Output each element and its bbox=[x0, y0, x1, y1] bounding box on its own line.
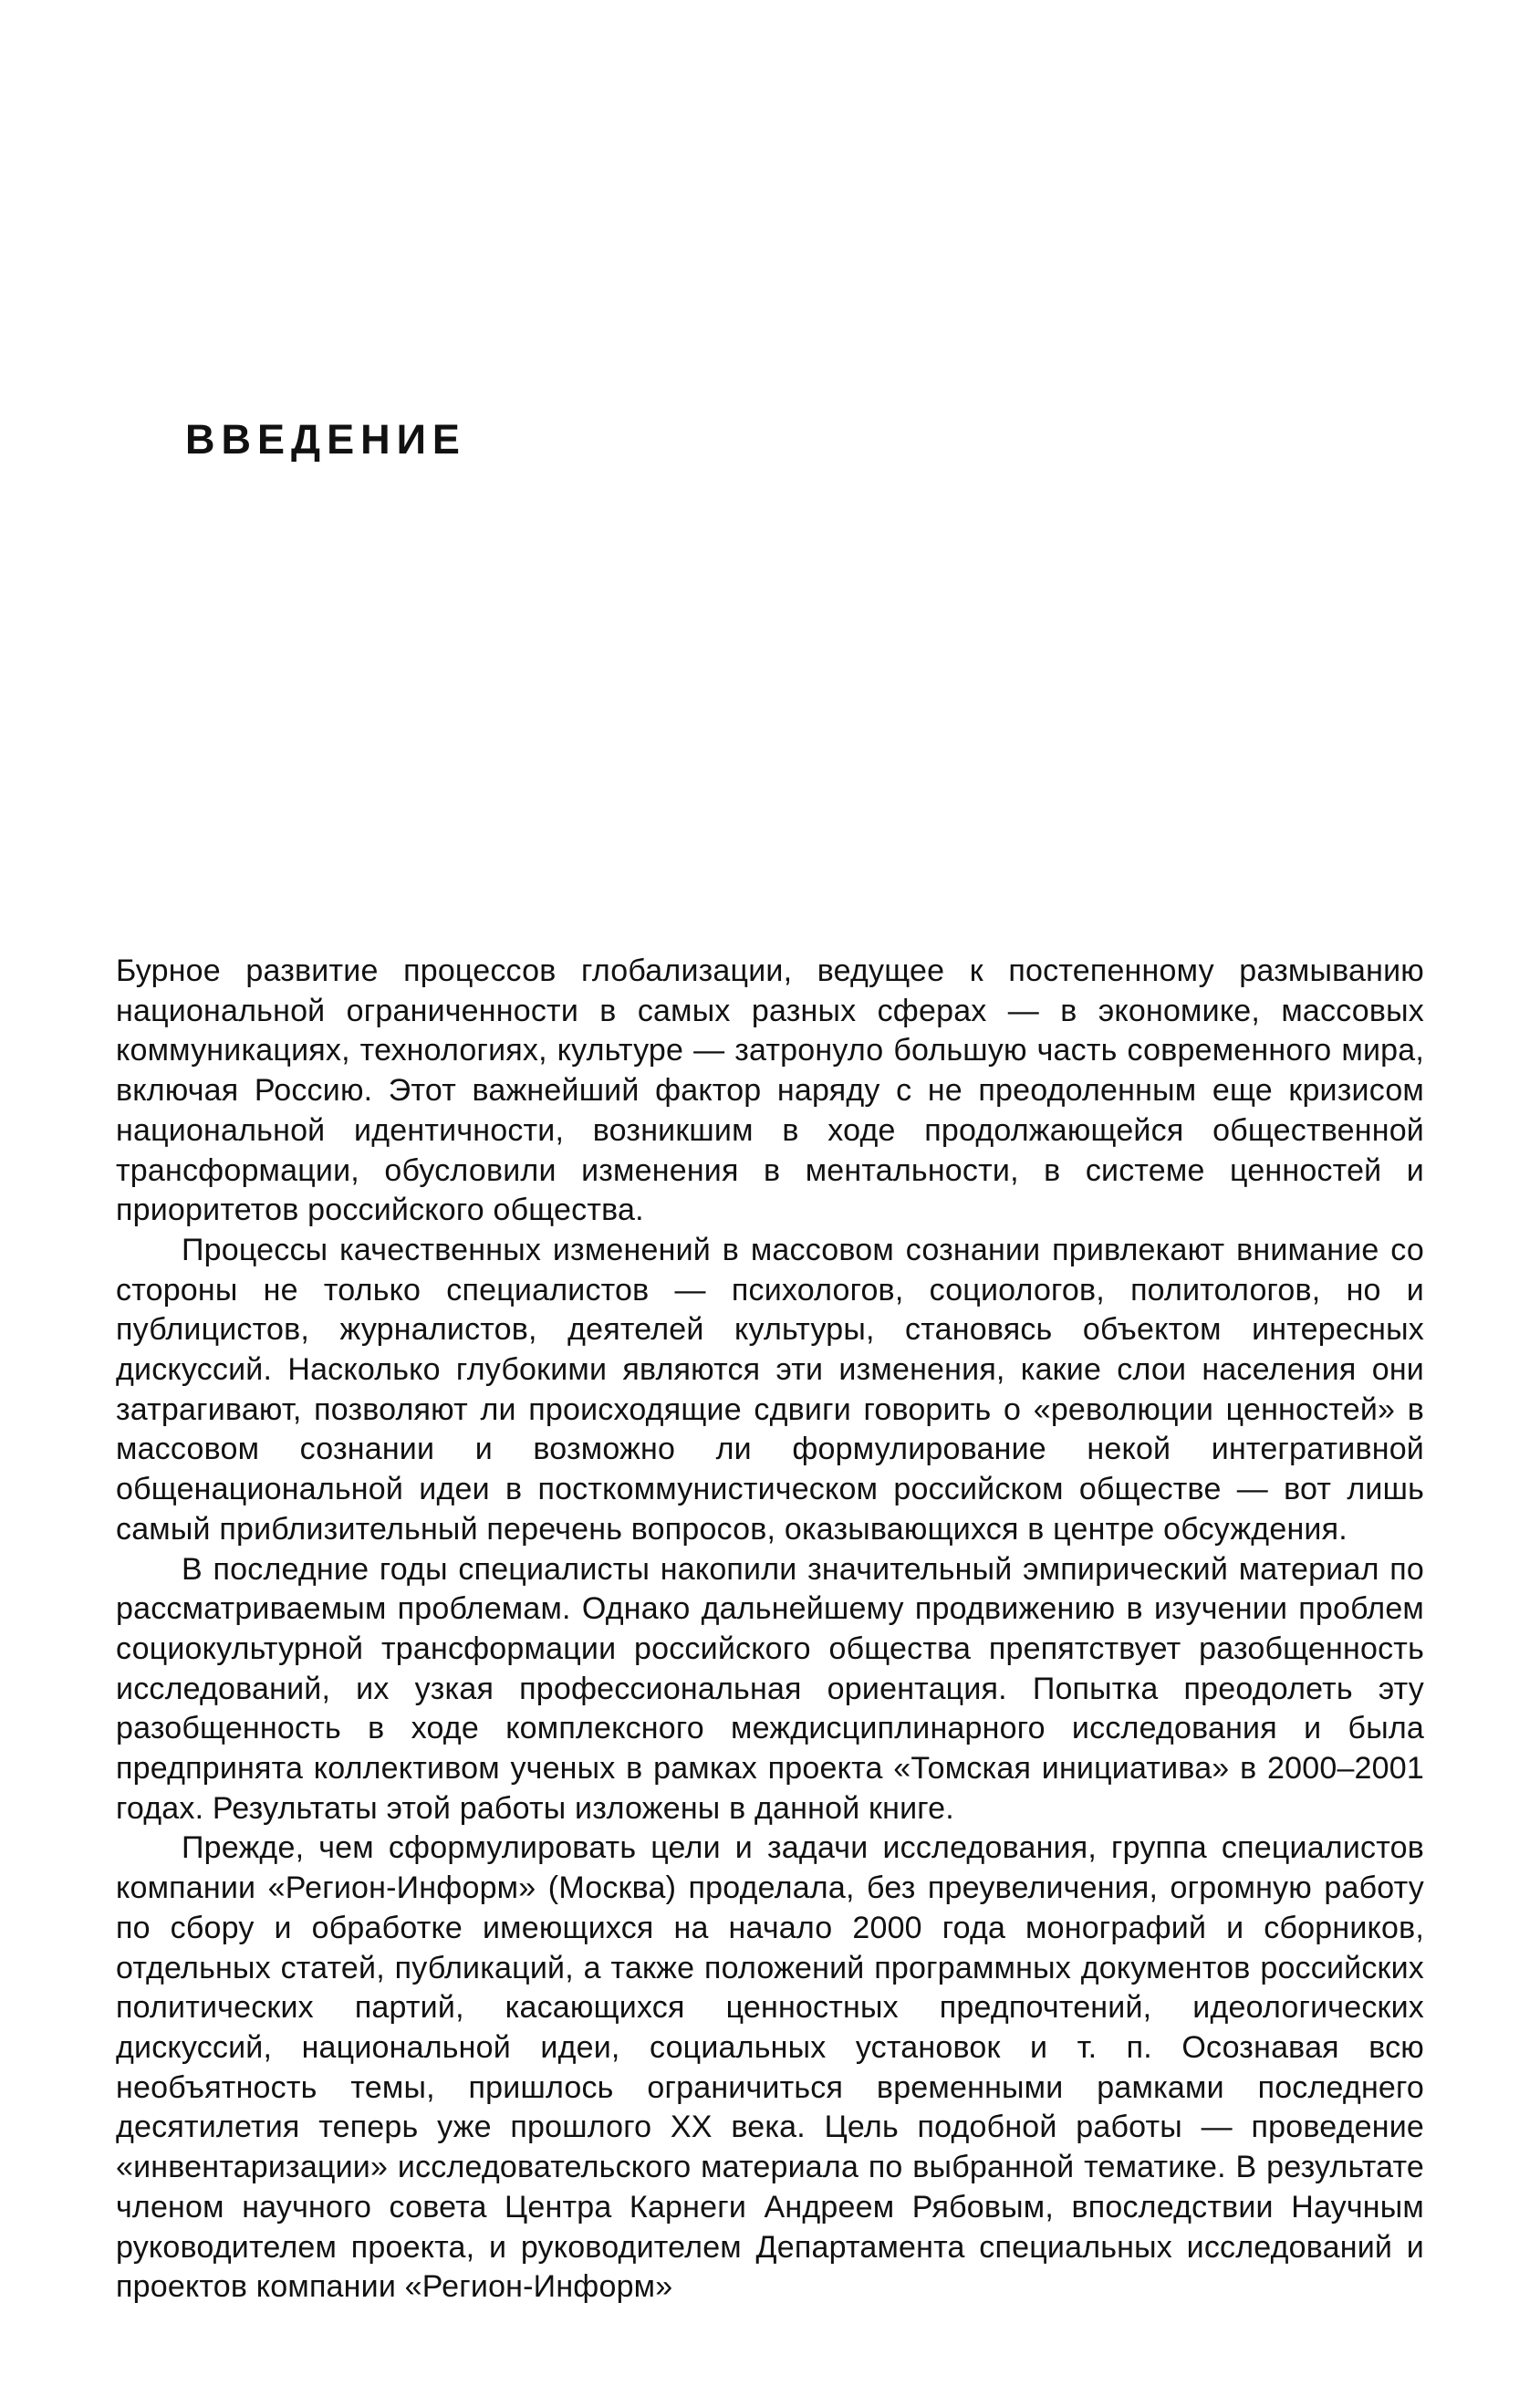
paragraph: Процессы качественных изменений в массовом сознании привлекают внимание со стороны не только специалистов — психологов, социологов, политологов, но и публицистов, журналистов, деятелей культуры, становясь объектом интересных дискуссий. Насколько глубокими являются эти изменения, какие слои населения они затрагивают, позволяют ли происходящие сдвиги говорить о «революции ценностей» в массовом сознании и возможно ли формулирование некой интегративной общенациональной идеи в посткоммунистическом российском обществе — вот лишь самый приблизительный перечень вопросов, оказывающихся в центре обсуждения. bbox=[116, 1232, 1424, 1547]
paragraph: Прежде, чем сформулировать цели и задачи исследования, группа специалистов компании «Регион-Информ» (Москва) проделала, без преувеличения, огромную работу по сбору и обработке имеющихся на начало 2000 года монографий и сборников, отдельных статей, публикаций, а также положений программных документов российских политических партий, касающихся ценностных предпочтений, идеологических дискуссий, национальной идеи, социальных установок и т. п. Осознавая всю необъятность темы, пришлось ограничиться временными рамками последнего десятилетия теперь уже прошлого XX века. Цель подобной работы — проведение «инвентаризации» исследовательского материала по выбранной тематике. В результате членом научного совета Центра Карнеги Андреем Рябовым, впоследствии Научным руководителем проекта, и руководителем Департамента специальных исследований и проектов компании «Регион-Информ» bbox=[116, 1830, 1424, 2305]
paragraph: Бурное развитие процессов глобализации, ведущее к постепенному размыванию национальной ограниченности в самых разных сферах — в экономике, массовых коммуникациях, технологиях, культуре — затронуло большую часть современного мира, включая Россию. Этот важнейший фактор наряду с не преодоленным еще кризисом национальной идентичности, возникшим в ходе продолжающейся общественной трансформации, обусловили изменения в ментальности, в системе ценностей и приоритетов российского общества. bbox=[116, 953, 1424, 1228]
chapter-title: ВВЕДЕНИЕ bbox=[185, 416, 466, 463]
paragraph: В последние годы специалисты накопили значительный эмпирический материал по рассматриваемым проблемам. Однако дальнейшему продвижению в изучении проблем социокультурной трансформации российского общества препятствует разобщенность исследований, их узкая профессиональная ориентация. Попытка преодолеть эту разобщенность в ходе комплексного междисциплинарного исследования и была предпринята коллективом ученых в рамках проекта «Томская инициатива» в 2000–2001 годах. Результаты этой работы изложены в данной книге. bbox=[116, 1551, 1424, 1826]
body-text bbox=[116, 952, 1424, 2308]
